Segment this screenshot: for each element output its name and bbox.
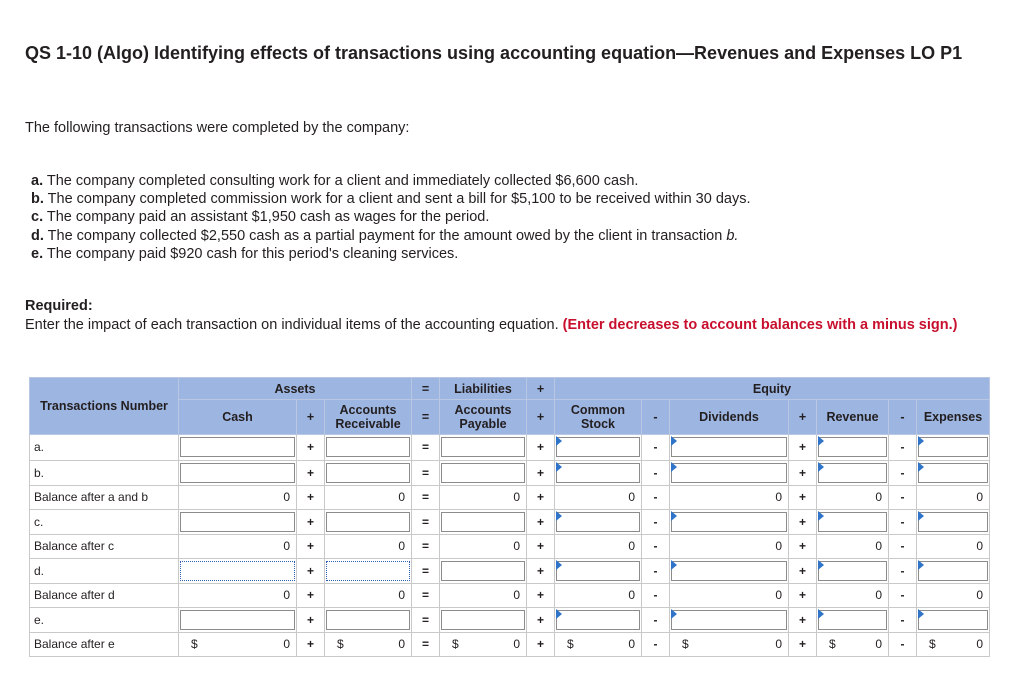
row-label: Balance after a and b (30, 486, 179, 510)
accounts-payable-cell (440, 435, 527, 461)
operator-sign: + (527, 509, 555, 535)
accounts-payable-input[interactable] (441, 437, 525, 457)
accounts-payable-input[interactable] (441, 610, 525, 630)
operator-sign: - (642, 584, 670, 608)
row-label: e. (30, 607, 179, 633)
dollar-sign: $ (567, 637, 574, 651)
expenses-cell (917, 607, 990, 633)
dropdown-arrow-icon[interactable] (671, 560, 677, 570)
operator-sign: - (642, 486, 670, 510)
operator-sign: - (642, 558, 670, 584)
row-label: b. (30, 460, 179, 486)
dividends-input[interactable] (671, 512, 787, 532)
operator-sign: = (412, 633, 440, 657)
dropdown-arrow-icon[interactable] (918, 462, 924, 472)
revenue-cell (817, 558, 889, 584)
accounts-payable-balance (440, 535, 527, 559)
header-op: - (889, 400, 917, 435)
dividends-cell (670, 460, 789, 486)
revenue-balance (817, 584, 889, 608)
dollar-sign: $ (452, 637, 459, 651)
operator-sign: + (789, 584, 817, 608)
balance-value: 0 (775, 539, 782, 554)
common-stock-cell (555, 607, 642, 633)
header-cash: Cash (179, 400, 297, 435)
operator-sign: = (412, 535, 440, 559)
header-equity: Equity (555, 378, 990, 400)
operator-sign: - (889, 535, 917, 559)
balance-value: 0 (976, 490, 983, 505)
common-stock-input[interactable] (556, 561, 640, 581)
balance-value: 0 (775, 637, 782, 652)
expenses-balance (917, 486, 990, 510)
accounts-receivable-input[interactable] (326, 512, 410, 532)
row-label: Balance after d (30, 584, 179, 608)
header-common-stock: Common Stock (555, 400, 642, 435)
balance-value: 0 (398, 539, 405, 554)
operator-sign: - (642, 633, 670, 657)
operator-sign: + (297, 509, 325, 535)
balance-value: 0 (875, 539, 882, 554)
header-op: + (789, 400, 817, 435)
cash-cell (179, 460, 297, 486)
expenses-cell (917, 509, 990, 535)
balance-value: 0 (775, 588, 782, 603)
accounts-payable-cell (440, 460, 527, 486)
common-stock-cell (555, 435, 642, 461)
transaction-list (31, 172, 750, 263)
table-row (30, 558, 990, 584)
operator-sign: = (412, 558, 440, 584)
header-liabilities: Liabilities (440, 378, 527, 400)
expenses-input[interactable] (918, 437, 988, 457)
dropdown-arrow-icon[interactable] (818, 560, 824, 570)
accounts-receivable-cell (325, 558, 412, 584)
cash-balance (179, 535, 297, 559)
operator-sign: - (889, 633, 917, 657)
operator-sign: - (889, 486, 917, 510)
balance-value: 0 (513, 637, 520, 652)
balance-value: 0 (398, 490, 405, 505)
revenue-balance (817, 486, 889, 510)
cash-cell (179, 558, 297, 584)
required-label: Required: (25, 298, 93, 314)
balance-value: 0 (628, 588, 635, 603)
operator-sign: - (642, 435, 670, 461)
operator-sign: + (527, 607, 555, 633)
operator-sign: + (527, 633, 555, 657)
balance-value: 0 (283, 490, 290, 505)
balance-value: 0 (513, 588, 520, 603)
accounts-payable-cell (440, 607, 527, 633)
dividends-input[interactable] (671, 463, 787, 483)
dollar-sign: $ (929, 637, 936, 651)
operator-sign: + (527, 535, 555, 559)
dividends-cell (670, 558, 789, 584)
cash-balance (179, 633, 297, 657)
list-item: a. The company completed consulting work for a client and immediately collected $6,600 cash. (31, 173, 639, 189)
operator-sign: + (297, 460, 325, 486)
balance-value: 0 (513, 490, 520, 505)
operator-sign: + (297, 633, 325, 657)
cash-input[interactable] (180, 561, 295, 581)
expenses-balance (917, 535, 990, 559)
common-stock-input[interactable] (556, 512, 640, 532)
accounts-receivable-input[interactable] (326, 437, 410, 457)
accounts-payable-input[interactable] (441, 512, 525, 532)
accounts-payable-input[interactable] (441, 463, 525, 483)
balance-value: 0 (398, 637, 405, 652)
revenue-input[interactable] (818, 437, 887, 457)
expenses-balance (917, 633, 990, 657)
common-stock-balance (555, 486, 642, 510)
header-expenses: Expenses (917, 400, 990, 435)
dropdown-arrow-icon[interactable] (818, 609, 824, 619)
header-op: + (297, 400, 325, 435)
dropdown-arrow-icon[interactable] (671, 436, 677, 446)
operator-sign: + (789, 633, 817, 657)
accounts-receivable-cell (325, 607, 412, 633)
operator-sign: + (527, 435, 555, 461)
operator-sign: = (412, 435, 440, 461)
header-transactions-number: Transactions Number (30, 378, 179, 435)
header-op: - (642, 400, 670, 435)
dropdown-arrow-icon[interactable] (818, 511, 824, 521)
operator-sign: + (789, 486, 817, 510)
accounts-receivable-cell (325, 435, 412, 461)
revenue-cell (817, 509, 889, 535)
operator-sign: + (297, 435, 325, 461)
dropdown-arrow-icon[interactable] (918, 436, 924, 446)
balance-value: 0 (628, 637, 635, 652)
dividends-cell (670, 607, 789, 633)
accounts-receivable-input[interactable] (326, 463, 410, 483)
accounts-payable-balance (440, 486, 527, 510)
expenses-balance (917, 584, 990, 608)
dividends-balance (670, 633, 789, 657)
required-note: (Enter decreases to account balances with a minus sign.) (562, 317, 958, 333)
operator-sign: - (889, 558, 917, 584)
revenue-cell (817, 460, 889, 486)
accounting-equation-table (29, 377, 990, 657)
operator-sign: + (789, 435, 817, 461)
operator-sign: - (889, 460, 917, 486)
dividends-balance (670, 486, 789, 510)
table-row (30, 509, 990, 535)
list-item: c. The company paid an assistant $1,950 cash as wages for the period. (31, 209, 490, 226)
dividends-input[interactable] (671, 437, 787, 457)
required-text: Enter the impact of each transaction on individual items of the accounting equation. (Enter decreases to account balances with a minus sign.) (25, 317, 958, 333)
accounts-payable-cell (440, 558, 527, 584)
cash-cell (179, 509, 297, 535)
dividends-input[interactable] (671, 610, 787, 630)
dollar-sign: $ (682, 637, 689, 651)
row-label: c. (30, 509, 179, 535)
dropdown-arrow-icon[interactable] (556, 462, 562, 472)
common-stock-cell (555, 460, 642, 486)
balance-value: 0 (283, 539, 290, 554)
header-op: + (527, 400, 555, 435)
common-stock-balance (555, 633, 642, 657)
intro-text: The following transactions were completed by the company: (25, 120, 410, 136)
expenses-cell (917, 435, 990, 461)
cash-input[interactable] (180, 610, 295, 630)
balance-value: 0 (976, 637, 983, 652)
balance-value: 0 (976, 539, 983, 554)
accounts-receivable-balance (325, 486, 412, 510)
operator-sign: + (527, 584, 555, 608)
dollar-sign: $ (191, 637, 198, 651)
common-stock-input[interactable] (556, 610, 640, 630)
dropdown-arrow-icon[interactable] (918, 560, 924, 570)
revenue-input[interactable] (818, 512, 887, 532)
row-label: Balance after e (30, 633, 179, 657)
accounts-receivable-input[interactable] (326, 610, 410, 630)
header-accounts-payable: Accounts Payable (440, 400, 527, 435)
expenses-input[interactable] (918, 610, 988, 630)
revenue-input[interactable] (818, 561, 887, 581)
operator-sign: + (297, 535, 325, 559)
revenue-balance (817, 535, 889, 559)
accounts-receivable-input[interactable] (326, 561, 410, 581)
balance-value: 0 (976, 588, 983, 603)
expenses-input[interactable] (918, 463, 988, 483)
table-row (30, 607, 990, 633)
operator-sign: + (297, 486, 325, 510)
operator-sign: + (789, 535, 817, 559)
balance-value: 0 (875, 588, 882, 603)
list-item: e. The company paid $920 cash for this period's cleaning services. (31, 245, 459, 262)
list-item: d. The company collected $2,550 cash as a partial payment for the amount owed by the client in transaction b. (31, 227, 739, 244)
table-row (30, 460, 990, 486)
dropdown-arrow-icon[interactable] (556, 436, 562, 446)
balance-value: 0 (513, 539, 520, 554)
operator-sign: = (412, 486, 440, 510)
operator-sign: + (789, 607, 817, 633)
accounts-payable-balance (440, 633, 527, 657)
list-item: b. The company completed commission work for a client and sent a bill for $5,100 to be received within 30 days. (31, 191, 751, 208)
header-plus: + (527, 378, 555, 400)
operator-sign: - (889, 435, 917, 461)
expenses-input[interactable] (918, 512, 988, 532)
row-label: Balance after c (30, 535, 179, 559)
dividends-balance (670, 535, 789, 559)
table-row (30, 633, 990, 657)
balance-value: 0 (283, 588, 290, 603)
operator-sign: + (297, 607, 325, 633)
cash-input[interactable] (180, 463, 295, 483)
expenses-cell (917, 558, 990, 584)
operator-sign: - (889, 509, 917, 535)
operator-sign: + (527, 486, 555, 510)
cash-balance (179, 584, 297, 608)
balance-value: 0 (875, 637, 882, 652)
revenue-cell (817, 607, 889, 633)
dividends-cell (670, 509, 789, 535)
operator-sign: = (412, 607, 440, 633)
operator-sign: + (527, 558, 555, 584)
operator-sign: + (297, 558, 325, 584)
balance-value: 0 (628, 490, 635, 505)
dropdown-arrow-icon[interactable] (556, 609, 562, 619)
cash-cell (179, 435, 297, 461)
common-stock-cell (555, 558, 642, 584)
dropdown-arrow-icon[interactable] (671, 609, 677, 619)
operator-sign: - (642, 509, 670, 535)
cash-cell (179, 607, 297, 633)
header-dividends: Dividends (670, 400, 789, 435)
operator-sign: = (412, 584, 440, 608)
revenue-cell (817, 435, 889, 461)
dividends-input[interactable] (671, 561, 787, 581)
dropdown-arrow-icon[interactable] (671, 511, 677, 521)
operator-sign: - (642, 607, 670, 633)
dropdown-arrow-icon[interactable] (556, 560, 562, 570)
row-label: a. (30, 435, 179, 461)
balance-value: 0 (283, 637, 290, 652)
common-stock-input[interactable] (556, 463, 640, 483)
dropdown-arrow-icon[interactable] (918, 609, 924, 619)
operator-sign: + (789, 558, 817, 584)
revenue-input[interactable] (818, 610, 887, 630)
accounts-receivable-balance (325, 633, 412, 657)
operator-sign: + (789, 460, 817, 486)
header-equals: = (412, 378, 440, 400)
accounts-receivable-balance (325, 535, 412, 559)
dropdown-arrow-icon[interactable] (818, 436, 824, 446)
cash-input[interactable] (180, 437, 295, 457)
accounts-payable-cell (440, 509, 527, 535)
operator-sign: + (297, 584, 325, 608)
common-stock-input[interactable] (556, 437, 640, 457)
common-stock-balance (555, 584, 642, 608)
header-accounts-receivable: Accounts Receivable (325, 400, 412, 435)
dropdown-arrow-icon[interactable] (671, 462, 677, 472)
accounts-receivable-cell (325, 460, 412, 486)
operator-sign: - (642, 460, 670, 486)
dollar-sign: $ (829, 637, 836, 651)
header-op: = (412, 400, 440, 435)
balance-value: 0 (875, 490, 882, 505)
table-row (30, 584, 990, 608)
expenses-cell (917, 460, 990, 486)
table-row (30, 535, 990, 559)
dollar-sign: $ (337, 637, 344, 651)
dropdown-arrow-icon[interactable] (918, 511, 924, 521)
accounts-receivable-balance (325, 584, 412, 608)
operator-sign: - (889, 584, 917, 608)
accounts-payable-input[interactable] (441, 561, 525, 581)
table-row (30, 435, 990, 461)
operator-sign: + (789, 509, 817, 535)
balance-value: 0 (628, 539, 635, 554)
accounts-receivable-cell (325, 509, 412, 535)
common-stock-balance (555, 535, 642, 559)
table-row (30, 486, 990, 510)
operator-sign: - (889, 607, 917, 633)
dividends-balance (670, 584, 789, 608)
balance-value: 0 (775, 490, 782, 505)
cash-input[interactable] (180, 512, 295, 532)
revenue-input[interactable] (818, 463, 887, 483)
dropdown-arrow-icon[interactable] (818, 462, 824, 472)
operator-sign: - (642, 535, 670, 559)
cash-balance (179, 486, 297, 510)
balance-value: 0 (398, 588, 405, 603)
accounts-payable-balance (440, 584, 527, 608)
common-stock-cell (555, 509, 642, 535)
operator-sign: + (527, 460, 555, 486)
dropdown-arrow-icon[interactable] (556, 511, 562, 521)
row-label: d. (30, 558, 179, 584)
expenses-input[interactable] (918, 561, 988, 581)
header-assets: Assets (179, 378, 412, 400)
operator-sign: = (412, 509, 440, 535)
page-title: QS 1-10 (Algo) Identifying effects of transactions using accounting equation—Revenues and Expenses LO P1 (25, 43, 963, 63)
header-revenue: Revenue (817, 400, 889, 435)
operator-sign: = (412, 460, 440, 486)
dividends-cell (670, 435, 789, 461)
revenue-balance (817, 633, 889, 657)
